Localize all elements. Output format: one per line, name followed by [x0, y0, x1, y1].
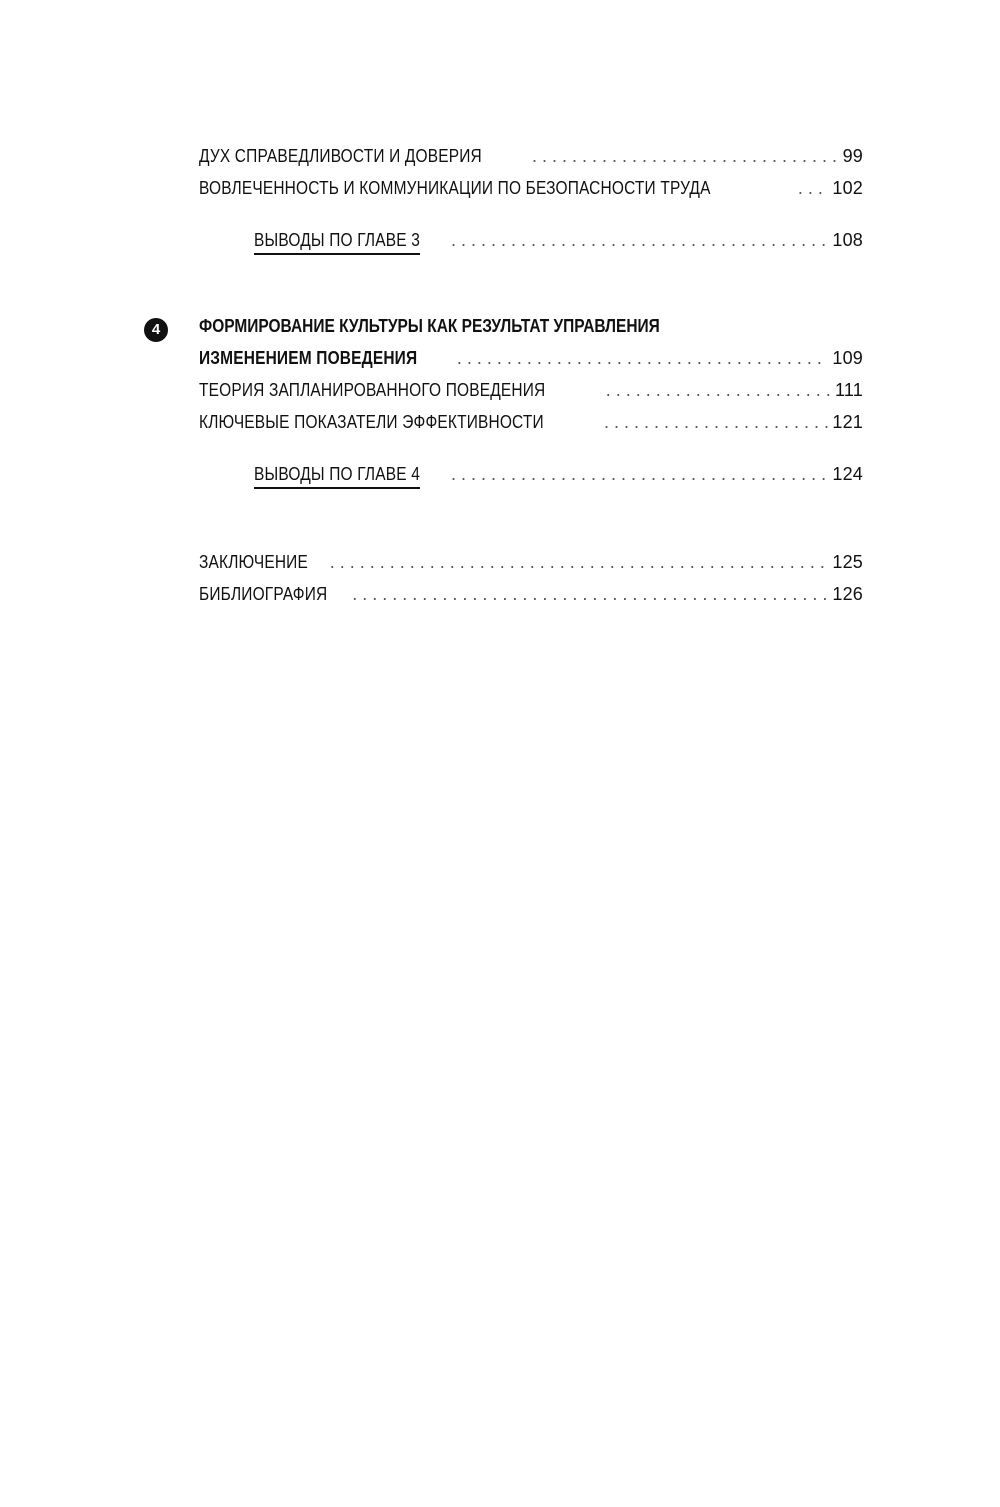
- chapter-title-line-1: ФОРМИРОВАНИЕ КУЛЬТУРЫ КАК РЕЗУЛЬТАТ УПРАВЛЕНИЯ: [199, 316, 660, 336]
- chapter-number-icon: 4: [144, 318, 168, 342]
- toc-item-page: 109: [832, 348, 863, 368]
- toc-summary-chapter-4[interactable]: [199, 464, 863, 496]
- toc-item-label: ВЫВОДЫ ПО ГЛАВЕ 3: [254, 230, 420, 255]
- toc-item-label: ИЗМЕНЕНИЕМ ПОВЕДЕНИЯ: [199, 348, 418, 368]
- toc-item-label: ДУХ СПРАВЕДЛИВОСТИ И ДОВЕРИЯ: [199, 146, 482, 166]
- toc-item-page: 111: [835, 380, 863, 400]
- toc-item-conclusion[interactable]: [199, 552, 863, 584]
- toc-item-page: 121: [832, 412, 863, 432]
- dot-leader: [330, 552, 829, 573]
- toc-end-block: [199, 552, 863, 616]
- dot-leader: [798, 178, 829, 199]
- toc-item-label: ЗАКЛЮЧЕНИЕ: [199, 552, 308, 572]
- table-of-contents: [151, 146, 863, 616]
- toc-item-bibliography[interactable]: [199, 584, 863, 616]
- toc-item[interactable]: [199, 146, 863, 178]
- chapter-title-line-2: [199, 348, 863, 380]
- toc-summary-chapter-3[interactable]: [199, 230, 863, 262]
- dot-leader: [352, 584, 828, 605]
- toc-item-page: 108: [832, 230, 863, 250]
- toc-item-label: БИБЛИОГРАФИЯ: [199, 584, 328, 604]
- dot-leader: [604, 412, 828, 433]
- toc-item-label: ВОВЛЕЧЕННОСТЬ И КОММУНИКАЦИИ ПО БЕЗОПАСНОСТИ ТРУДА: [199, 178, 711, 198]
- toc-item[interactable]: [199, 178, 863, 210]
- dot-leader: [451, 230, 828, 251]
- toc-item[interactable]: [199, 380, 863, 412]
- toc-item-label: КЛЮЧЕВЫЕ ПОКАЗАТЕЛИ ЭФФЕКТИВНОСТИ: [199, 412, 544, 432]
- dot-leader: [532, 146, 839, 167]
- dot-leader: [451, 464, 828, 485]
- toc-item-page: 125: [832, 552, 863, 572]
- toc-item-label: ВЫВОДЫ ПО ГЛАВЕ 4: [254, 464, 420, 489]
- chapter-4-heading[interactable]: [151, 316, 863, 380]
- toc-item-label: ТЕОРИЯ ЗАПЛАНИРОВАННОГО ПОВЕДЕНИЯ: [199, 380, 546, 400]
- toc-item[interactable]: [199, 412, 863, 444]
- dot-leader: [457, 348, 829, 369]
- toc-item-page: 102: [832, 178, 863, 198]
- toc-item-page: 124: [832, 464, 863, 484]
- toc-item-page: 99: [842, 146, 863, 166]
- dot-leader: [606, 380, 831, 401]
- toc-item-page: 126: [832, 584, 863, 604]
